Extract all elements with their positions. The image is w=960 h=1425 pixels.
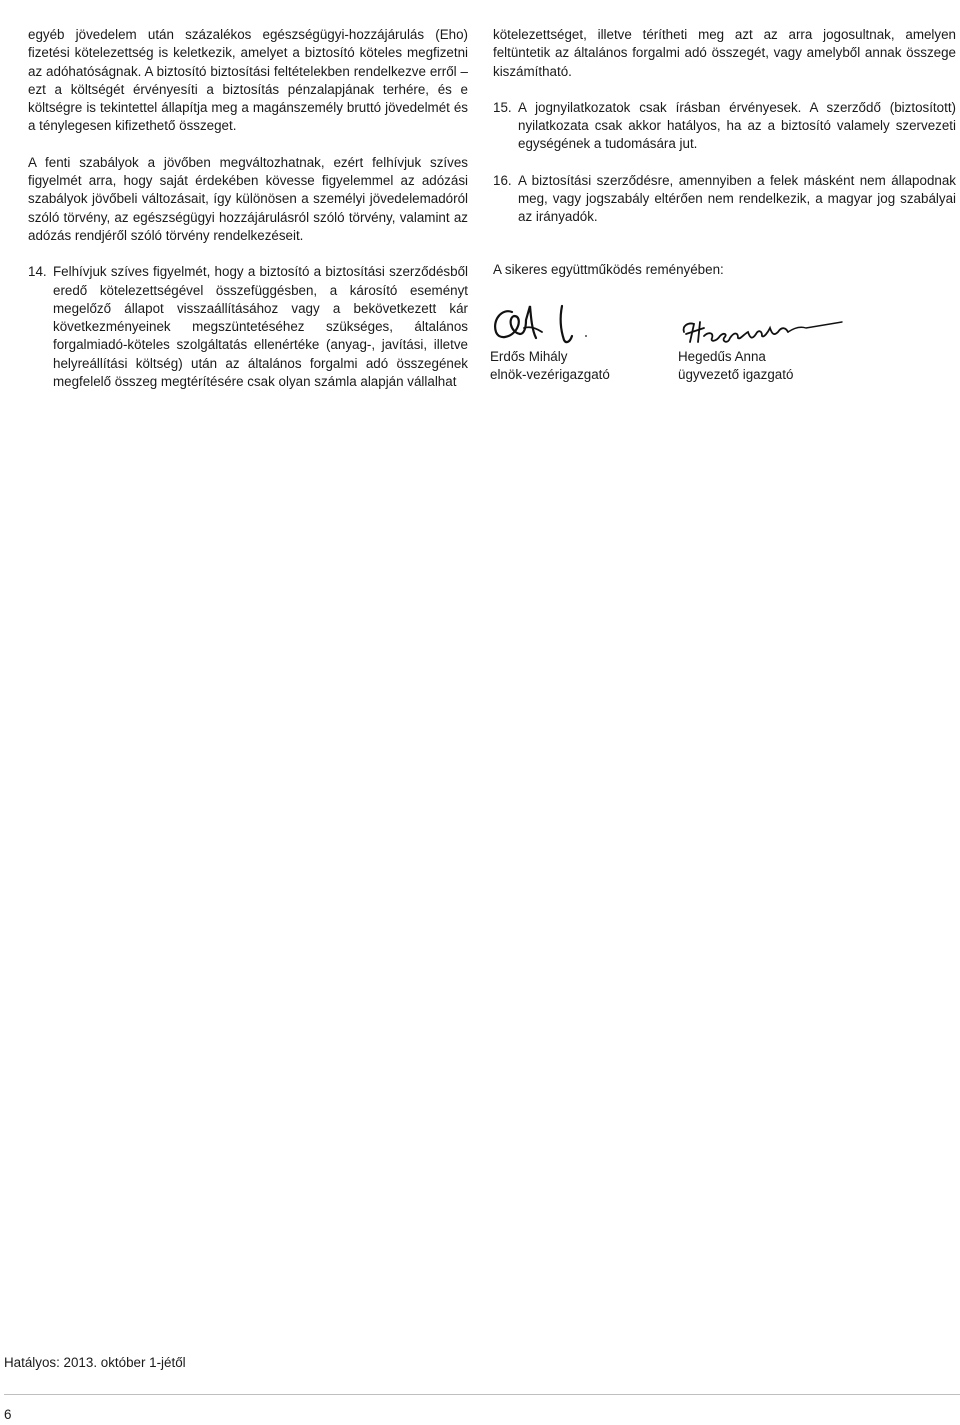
page-number: 6 [4,1407,12,1422]
signatory-title: ügyvezető igazgató [678,367,794,382]
item-number: 15. [493,99,512,115]
item-text: A biztosítási szerződésre, amennyiben a felek másként nem állapodnak meg, vagy jogszabály eltérően nem rendelkezik, a magyar jog szabályai az irányadók. [518,172,956,225]
item-number: 16. [493,172,512,188]
item-14 [28,263,468,391]
signatory-title: elnök-vezérigazgató [490,367,610,382]
paragraph-eho: egyéb jövedelem után százalékos egészségügyi-hozzájárulás (Eho) fizetési kötelezettség is keletkezik, amelyet a biztosító köteles megfizetni az adóhatóságnak. A biztosító biztosítási feltételekben rendelkezve erről – ezt a költségét érvényesíti a biztosítás pénzalapjának terhére, és e költségre is tekintettel állapítja meg a magánszemély bruttó jövedelmét és a ténylegesen kifizethető összeget. [28,27,468,134]
item-15 [493,99,956,154]
item-number: 14. [28,264,47,280]
effective-date: Hatályos: 2013. október 1-jétől [4,1355,186,1370]
closing-greeting: A sikeres együttműködés reményében: [493,262,724,277]
signatory-name: Hegedűs Anna [678,349,766,364]
item-16 [493,172,956,227]
signatory-name: Erdős Mihály [490,349,568,364]
signature-block-right [678,298,858,382]
paragraph-continuation: kötelezettséget, illetve térítheti meg azt az arra jogosultnak, amelyen feltüntetik az általános forgalmi adó összegét, vagy amelyből annak összege kiszámítható. [493,27,956,79]
item-text: A jognyilatkozatok csak írásban érvényesek. A szerződő (biztosított) nyilatkozata csak akkor hatályos, ha az a biztosító valamely szervezeti egységének a tudomására jut. [518,99,956,152]
paragraph-future-rules: A fenti szabályok a jövőben megváltozhatnak, ezért felhívjuk szíves figyelmét arra, hogy saját érdekében kövesse figyelemmel az adózási szabályok jövőbeli változásait, így különösen a személyi jövedelemadóról szóló törvény, az egészségügyi hozzájárulásról szóló törvény, valamint az adózás rendjéről szóló törvény rendelkezéseit. [28,154,468,243]
left-column [28,26,468,391]
item-text: Felhívjuk szíves figyelmét, hogy a biztosító a biztosítási szerződésből eredő kötelezettségével összefüggésben, a károsító eseményt megelőző állapot visszaállításához vagy a bekövetkezett kár következményeinek megszüntetéséhez szükséges, általános forgalmiadó-köteles szolgáltatás ellenértéke (anyag-, javítási, illetve helyreállítási költség) után az általános forgalmi adó összegének megfelelő összeg megtérítésére csak olyan számla alapján vállalhat [53,264,468,390]
handwritten-signature-erdos [490,298,600,348]
signature-block-left [490,298,670,382]
handwritten-signature-hegedus [678,298,848,348]
footer-divider [4,1394,960,1395]
right-column [493,26,956,227]
